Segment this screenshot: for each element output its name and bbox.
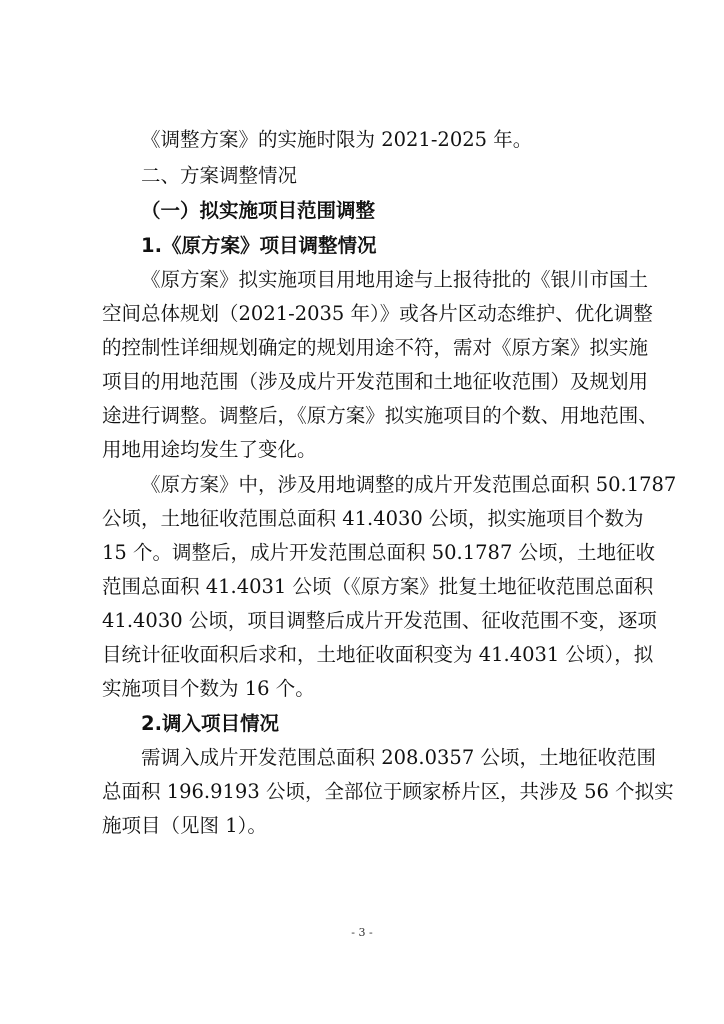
paragraph-line: 公顷，土地征收范围总面积 41.4030 公顷，拟实施项目个数为 (102, 507, 644, 530)
paragraph-line: 空间总体规划（2021-2035 年）》或各片区动态维护、优化调整 (102, 302, 653, 325)
paragraph-line: 目统计征收面积后求和，土地征收面积变为 41.4031 公顷），拟 (102, 643, 654, 666)
subsubsection-heading: 1.《原方案》项目调整情况 (141, 234, 377, 257)
subsubsection-heading: 2.调入项目情况 (141, 712, 279, 735)
paragraph-line: 41.4030 公顷，项目调整后成片开发范围、征收范围不变，逐项 (102, 609, 657, 632)
subsection-heading: （一）拟实施项目范围调整 (141, 199, 376, 222)
paragraph-line: 《调整方案》的实施时限为 2021-2025 年。 (141, 128, 533, 151)
paragraph-line: 总面积 196.9193 公顷，全部位于顾家桥片区，共涉及 56 个拟实 (102, 780, 674, 803)
paragraph-line: 用地用途均发生了变化。 (102, 438, 317, 461)
paragraph-line: 途进行调整。调整后，《原方案》拟实施项目的个数、用地范围、 (102, 404, 658, 427)
section-heading: 二、方案调整情况 (141, 164, 298, 187)
paragraph-line: 的控制性详细规划确定的规划用途不符，需对《原方案》拟实施 (102, 336, 649, 359)
paragraph-line: 项目的用地范围（涉及成片开发范围和土地征收范围）及规划用 (102, 370, 649, 393)
page-number: - 3 - (351, 926, 373, 939)
paragraph-line: 需调入成片开发范围总面积 208.0357 公顷，土地征收范围 (141, 746, 656, 769)
paragraph-line: 实施项目个数为 16 个。 (102, 677, 315, 700)
paragraph-line: 《原方案》拟实施项目用地用途与上报待批的《银川市国土 (141, 268, 649, 291)
paragraph-line: 《原方案》中，涉及用地调整的成片开发范围总面积 50.1787 (141, 473, 677, 496)
paragraph-line: 15 个。调整后，成片开发范围总面积 50.1787 公顷，土地征收 (102, 541, 656, 564)
paragraph-line: 范围总面积 41.4031 公顷（《原方案》批复土地征收范围总面积 (102, 575, 654, 598)
paragraph-line: 施项目（见图 1）。 (102, 814, 267, 837)
